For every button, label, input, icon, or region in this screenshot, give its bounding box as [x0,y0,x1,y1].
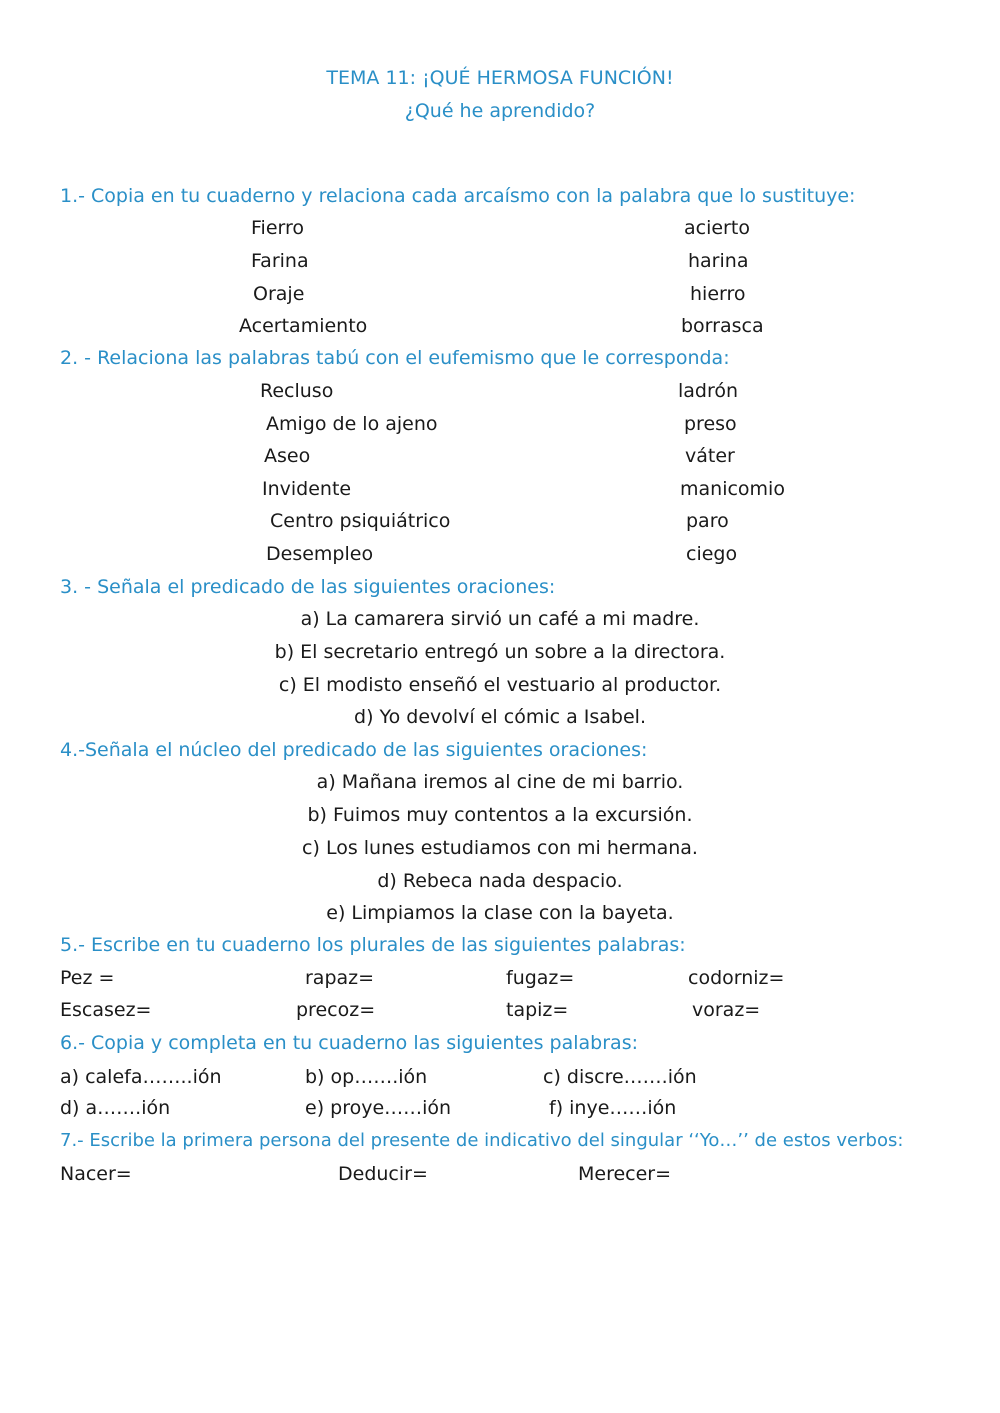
q6-word: d) a…….ión [60,1097,171,1119]
q2-right-item: ciego [686,543,738,565]
q3-sentence: a) La camarera sirvió un café a mi madre. [300,608,700,630]
q4-sentence: d) Rebeca nada despacio. [377,870,623,892]
q2-right-item: váter [685,445,735,467]
q3-sentence: d) Yo devolví el cómic a Isabel. [354,706,646,728]
q1-left-item: Oraje [253,283,305,305]
q1-left-item: Acertamiento [239,315,368,337]
q5-word: Pez = [60,967,115,989]
q7-verb: Deducir= [338,1163,428,1185]
q5-word: fugaz= [506,967,575,989]
q1-left-item: Fierro [251,217,305,239]
q2-left-item: Centro psiquiátrico [270,510,451,532]
q4-sentence: e) Limpiamos la clase con la bayeta. [326,902,674,924]
q2-right-item: preso [684,413,737,435]
q6-word: a) calefa……..ión [60,1066,222,1088]
q2-left-item: Amigo de lo ajeno [266,413,438,435]
q1-right-item: acierto [684,217,750,239]
q4-sentence: a) Mañana iremos al cine de mi barrio. [316,771,684,793]
page-title: TEMA 11: ¡QUÉ HERMOSA FUNCIÓN! [326,67,674,89]
page-subtitle: ¿Qué he aprendido? [404,100,596,122]
q3-sentence: b) El secretario entregó un sobre a la directora. [274,641,726,663]
q2-right-item: ladrón [678,380,739,402]
q5-word: tapiz= [506,999,569,1021]
q6-word: b) op…….ión [305,1066,428,1088]
question-3-prompt: 3. - Señala el predicado de las siguientes oraciones: [60,576,556,598]
q7-verb: Merecer= [578,1163,672,1185]
q6-word: e) proye……ión [305,1097,452,1119]
question-5-prompt: 5.- Escribe en tu cuaderno los plurales de las siguientes palabras: [60,934,686,956]
question-6-prompt: 6.- Copia y completa en tu cuaderno las siguientes palabras: [60,1032,638,1054]
q5-word: precoz= [296,999,376,1021]
q4-sentence: c) Los lunes estudiamos con mi hermana. [302,837,698,859]
q5-word: rapaz= [305,967,375,989]
q1-right-item: borrasca [681,315,764,337]
q5-word: voraz= [692,999,761,1021]
q5-word: Escasez= [60,999,152,1021]
q2-right-item: manicomio [680,478,785,500]
q5-word: codorniz= [688,967,785,989]
question-1-prompt: 1.- Copia en tu cuaderno y relaciona cada arcaísmo con la palabra que lo sustituye: [60,185,856,207]
q4-sentence: b) Fuimos muy contentos a la excursión. [307,804,693,826]
q2-left-item: Recluso [260,380,334,402]
q1-left-item: Farina [251,250,309,272]
question-2-prompt: 2. - Relaciona las palabras tabú con el eufemismo que le corresponda: [60,347,730,369]
q2-left-item: Invidente [262,478,352,500]
question-7-prompt: 7.- Escribe la primera persona del presente de indicativo del singular ‘‘Yo…’’ de estos verbos: [60,1130,904,1151]
q2-left-item: Desempleo [266,543,374,565]
q2-right-item: paro [686,510,729,532]
question-4-prompt: 4.-Señala el núcleo del predicado de las siguientes oraciones: [60,739,648,761]
q1-right-item: hierro [690,283,746,305]
q3-sentence: c) El modisto enseñó el vestuario al productor. [278,674,722,696]
q7-verb: Nacer= [60,1163,132,1185]
q2-left-item: Aseo [264,445,311,467]
q6-word: c) discre…….ión [543,1066,697,1088]
q6-word: f) inye……ión [549,1097,677,1119]
q1-right-item: harina [688,250,749,272]
